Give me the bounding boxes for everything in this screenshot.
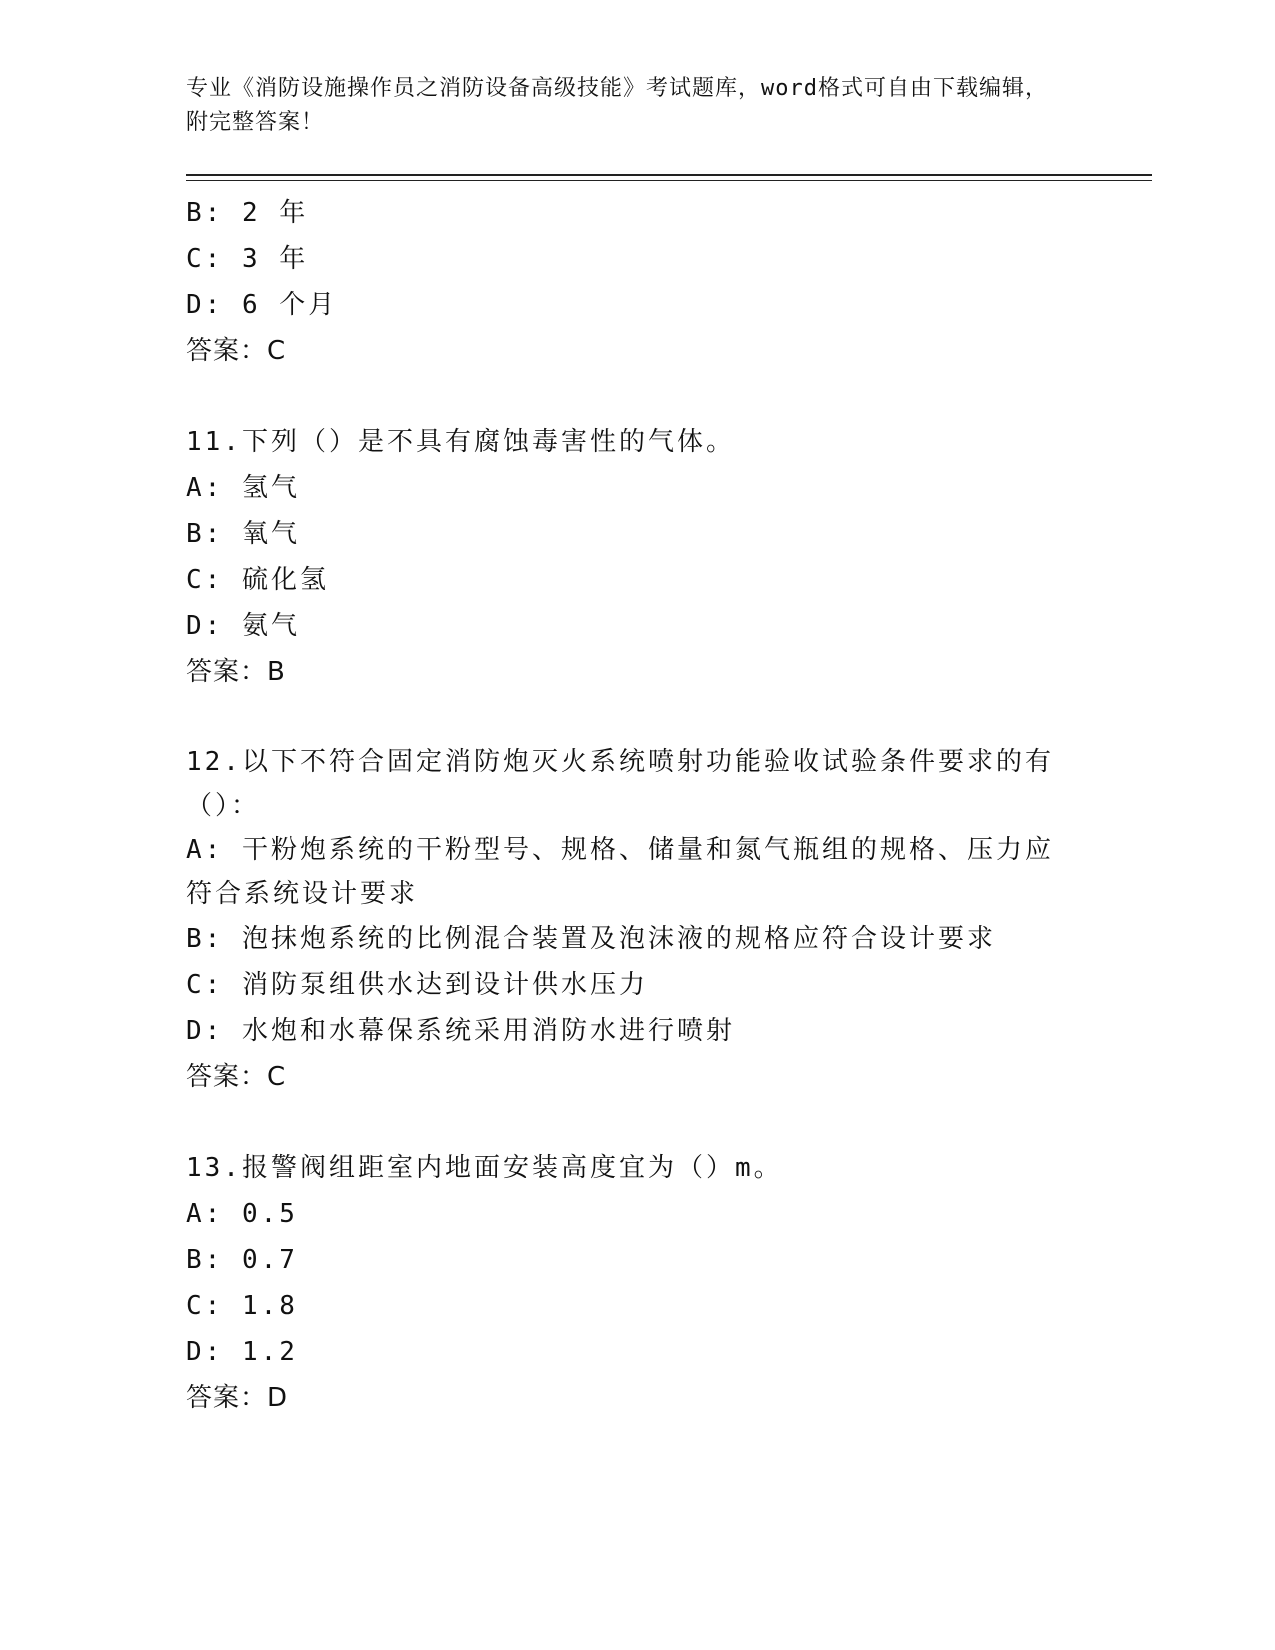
question-13 [186, 1145, 1066, 1421]
option-b: B: 0.7 [186, 1245, 298, 1275]
question-10-tail [186, 190, 1066, 374]
question-stem: 12.以下不符合固定消防炮灭火系统喷射功能验收试验条件要求的有（）： [186, 747, 1054, 821]
answer: 答案：D [186, 1383, 289, 1413]
option-c: C: 硫化氢 [186, 565, 329, 595]
option-a: A: 0.5 [186, 1199, 298, 1229]
option-c: C: 消防泵组供水达到设计供水压力 [186, 970, 648, 1000]
answer: 答案：C [186, 1062, 287, 1092]
answer: 答案：B [186, 657, 286, 687]
question-list [186, 190, 1066, 1421]
option-b: B: 泡抹炮系统的比例混合装置及泡沫液的规格应符合设计要求 [186, 924, 996, 954]
document-header: 专业《消防设施操作员之消防设备高级技能》考试题库，word格式可自由下载编辑，附完整答案！ [186, 76, 1048, 135]
option-a: A: 干粉炮系统的干粉型号、规格、储量和氮气瓶组的规格、压力应符合系统设计要求 [186, 835, 1054, 909]
option-b: B: 氧气 [186, 519, 300, 549]
header-rule-thick [186, 174, 1152, 176]
header-rule-thin [186, 180, 1152, 181]
option-a: A: 氢气 [186, 473, 300, 503]
question-stem: 13.报警阀组距室内地面安装高度宜为（）m。 [186, 1153, 783, 1183]
option-c: C: 3 年 [186, 244, 309, 274]
question-stem: 11.下列（）是不具有腐蚀毒害性的气体。 [186, 427, 735, 457]
option-d: D: 氨气 [186, 611, 300, 641]
question-11 [186, 419, 1066, 695]
option-d: D: 水炮和水幕保系统采用消防水进行喷射 [186, 1016, 735, 1046]
answer: 答案：C [186, 336, 287, 366]
option-d: D: 1.2 [186, 1337, 298, 1367]
option-d: D: 6 个月 [186, 290, 338, 320]
option-b: B: 2 年 [186, 198, 309, 228]
option-c: C: 1.8 [186, 1291, 298, 1321]
question-12 [186, 740, 1066, 1100]
